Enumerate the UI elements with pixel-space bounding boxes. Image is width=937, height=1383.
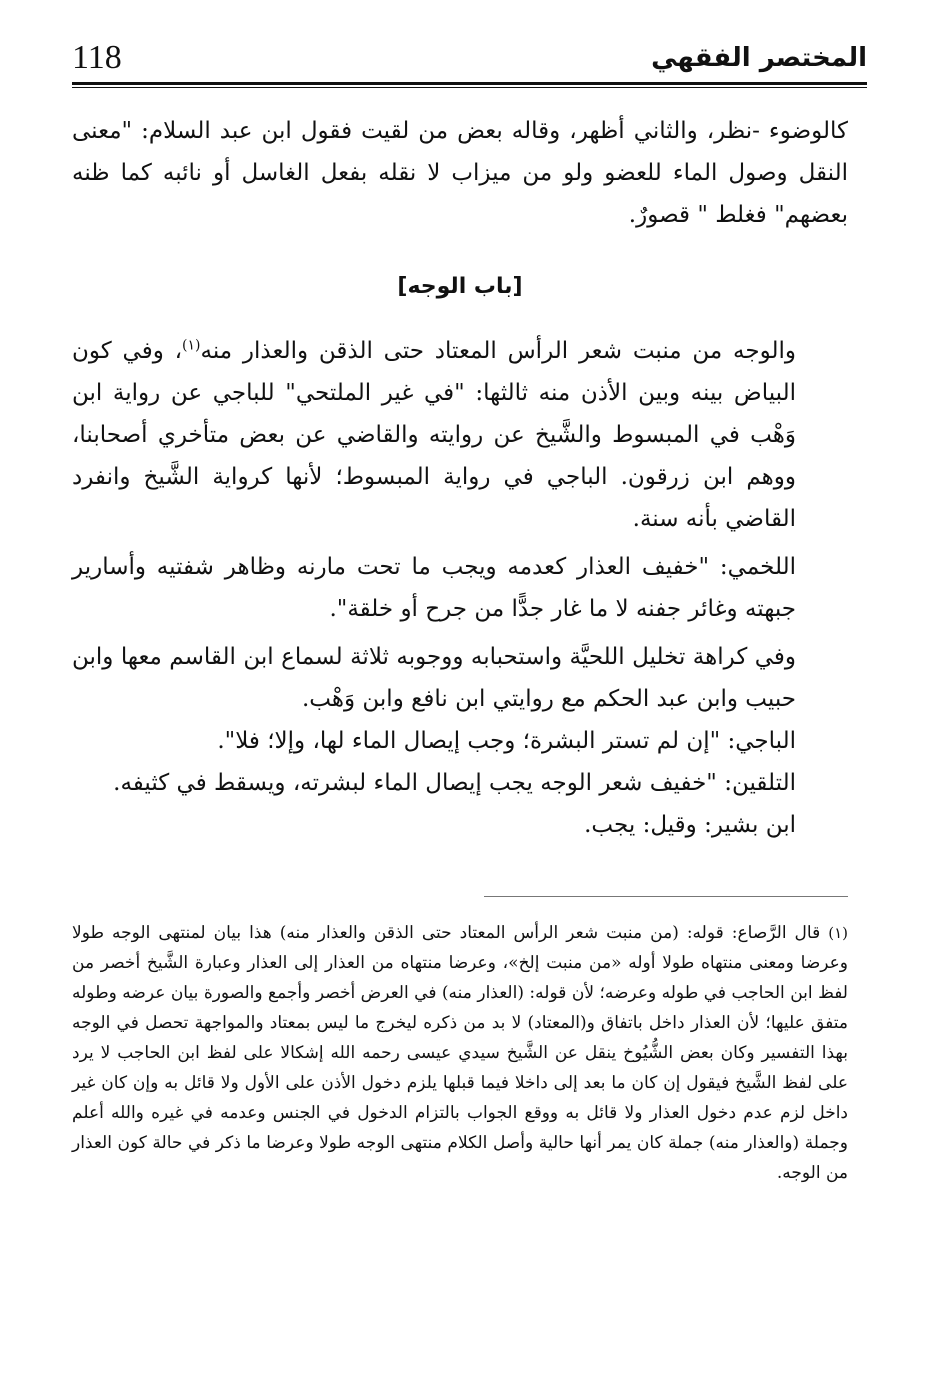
paragraph-ibn-bashir: ابن بشير: وقيل: يجب. [584,812,796,838]
footnote-text: قال الرَّصاع: قوله: (من منبت شعر الرأس المعتاد حتى الذقن والعذار منه) هذا بيان لمنتهى الوجه طولا وعرضا ومعنى منتهاه طولا أوله «من منبت إلخ»، وعرضا منتهاه من العذار إلى العذار وعبارة الشَّيخ أخصر من لفظ ابن الحاجب في طوله وعرضه؛ لأن قوله: (العذار منه) في العرض أخصر وأجمع والصورة بيان عرضه وطوله متفق عليها؛ لأن العذار داخل باتفاق و(المعتاد) لا بد من ذكره ليخرج ما ليس بمعتاد والمواجهة تحصل في الوجه بهذا التفسير وكان بعض الشُّيُوخ ينقل عن الشَّيخ سيدي عيسى رحمه الله إشكالا على لفظ ابن الحاجب لا يرد على لفظ الشَّيخ فيقول إن كان ما بعد إلى داخلا فيما قبلها يلزم دخول الأذن على الأول ولا قائل به وإن كان غير داخل لزم عدم دخول العذار ولا قائل به ووقع الجواب بالتزام الدخول في الجنس وعدمه في غيره والله أعلم وجملة (والعذار منه) جملة كان يمر أنها حالية وأصل الكلام منتهى الوجه طولا وعرضا ما ذكر في حالة كون العذار من الوجه. [72,923,848,1183]
paragraph-lakhmi: اللخمي: "خفيف العذار كعدمه ويجب ما تحت مارنه وظاهر شفتيه وأسارير جبهته وغائر جفنه لا ما غار جدًّا من جرح أو خلقة". [72,554,796,622]
page-header [72,36,867,84]
paragraph-continuation: كالوضوء -نظر، والثاني أظهر، وقاله بعض من لقيت فقول ابن عبد السلام: "معنى النقل وصول الماء للعضو ولو من ميزاب لا نقله بفعل الغاسل أو نائبه كما ظنه بعضهم" فغلط " قصورٌ. [72,118,848,228]
footnote-reference[interactable]: (١) [182,337,201,354]
footnote-divider [484,896,848,897]
book-title: المختصر الفقهي [651,43,867,73]
paragraph-baji: الباجي: "إن لم تستر البشرة؛ وجب إيصال الماء لها، وإلا؛ فلا". [217,728,796,754]
paragraph-talqin: التلقين: "خفيف شعر الوجه يجب إيصال الماء لبشرته، ويسقط في كثيفه. [113,770,796,796]
paragraph-face-definition [72,330,848,540]
paragraph-beard: وفي كراهة تخليل اللحيَّة واستحبابه ووجوبه ثلاثة لسماع ابن القاسم معها وابن حبيب وابن عبد الحكم مع روايتي ابن نافع وابن وَهْب. [72,644,796,712]
paragraph-face-definition-start: والوجه من منبت شعر الرأس المعتاد حتى الذقن والعذار منه [200,338,796,364]
footnote-1 [72,918,848,1188]
header-rule [72,82,867,88]
chapter-heading: [باب الوجه] [397,274,523,299]
footnote-number: (١) [828,924,849,942]
paragraph-face-definition-rest: ، وفي كون البياض بينه وبين الأذن منه ثالثها: "في غير الملتحي" للباجي عن رواية ابن وَهْب في المبسوط والشَّيخ عن روايته والقاضي عن بعض متأخري أصحابنا، ووهم ابن زرقون. الباجي في رواية المبسوط؛ لأنها كرواية الشَّيخ وانفرد القاضي بأنه سنة. [72,338,796,532]
main-text [72,110,848,846]
footnotes [72,918,848,1188]
page-number: 118 [72,39,122,76]
